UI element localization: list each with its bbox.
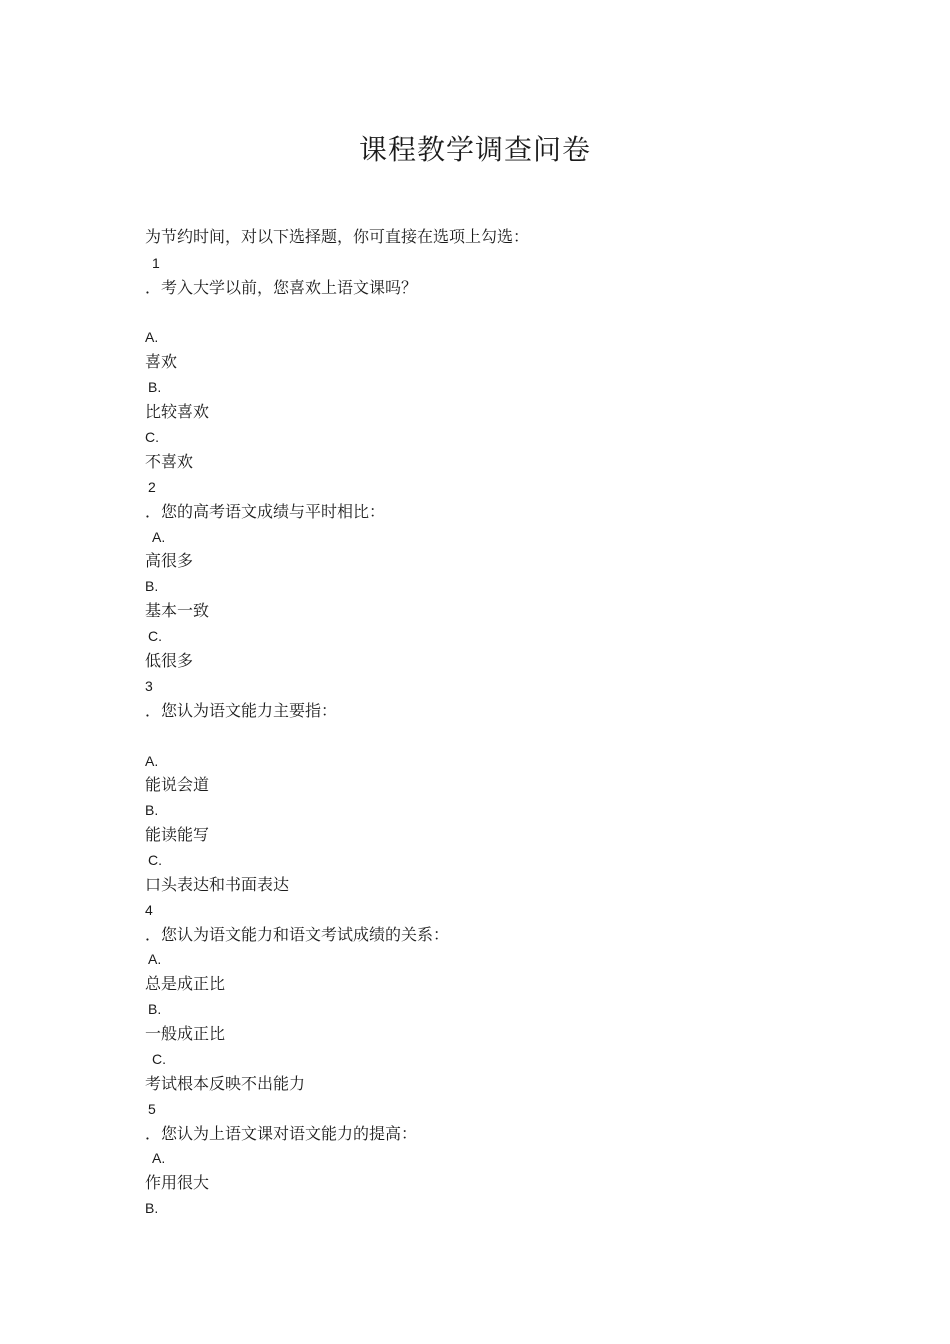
question-2-option-b-text: 基本一致 [145,601,210,620]
question-1-option-b-letter: B. [148,379,162,395]
question-2-option-c-letter: C. [148,628,162,644]
question-4-option-c-letter: C. [152,1051,166,1067]
question-2-option-b-letter: B. [145,578,159,594]
intro-text: 为节约时间，对以下选择题，你可直接在选项上勾选： [145,227,530,246]
question-5-option-a-text: 作用很大 [145,1173,210,1192]
question-3-number: 3 [145,678,153,694]
question-1-option-a-letter: A. [145,329,159,345]
question-3-option-a-letter: A. [145,753,159,769]
question-1-number: 1 [152,255,160,271]
question-3-option-c-text: 口头表达和书面表达 [145,875,290,894]
question-5-option-b-letter: B. [145,1200,159,1216]
question-3-text: ．您认为语文能力主要指： [145,701,338,720]
page-title: 课程教学调查问卷 [358,133,591,166]
question-2-option-a-letter: A. [152,529,166,545]
question-2-option-a-text: 高很多 [145,551,194,570]
question-1-option-c-text: 不喜欢 [145,452,194,471]
question-4-option-a-letter: A. [148,951,162,967]
question-5-option-a-letter: A. [152,1150,166,1166]
question-2-option-c-text: 低很多 [145,651,194,670]
question-3-option-c-letter: C. [148,852,162,868]
question-4-text: ．您认为语文能力和语文考试成绩的关系： [145,925,450,944]
question-1-option-b-text: 比较喜欢 [145,402,210,421]
question-3-option-a-text: 能说会道 [145,775,210,794]
question-4-option-c-text: 考试根本反映不出能力 [145,1074,306,1093]
question-2-number: 2 [148,479,156,495]
question-3-option-b-letter: B. [145,802,159,818]
question-5-number: 5 [148,1101,156,1117]
question-1-option-c-letter: C. [145,429,159,445]
question-4-option-b-text: 一般成正比 [145,1024,226,1043]
question-4-option-b-letter: B. [148,1001,162,1017]
question-1-text: ．考入大学以前，您喜欢上语文课吗？ [145,278,418,297]
question-3-option-b-text: 能读能写 [145,825,210,844]
question-1-option-a-text: 喜欢 [145,352,178,371]
question-5-text: ．您认为上语文课对语文能力的提高： [145,1124,418,1143]
question-4-number: 4 [145,902,153,918]
question-2-text: ．您的高考语文成绩与平时相比： [145,502,386,521]
question-4-option-a-text: 总是成正比 [145,974,226,993]
